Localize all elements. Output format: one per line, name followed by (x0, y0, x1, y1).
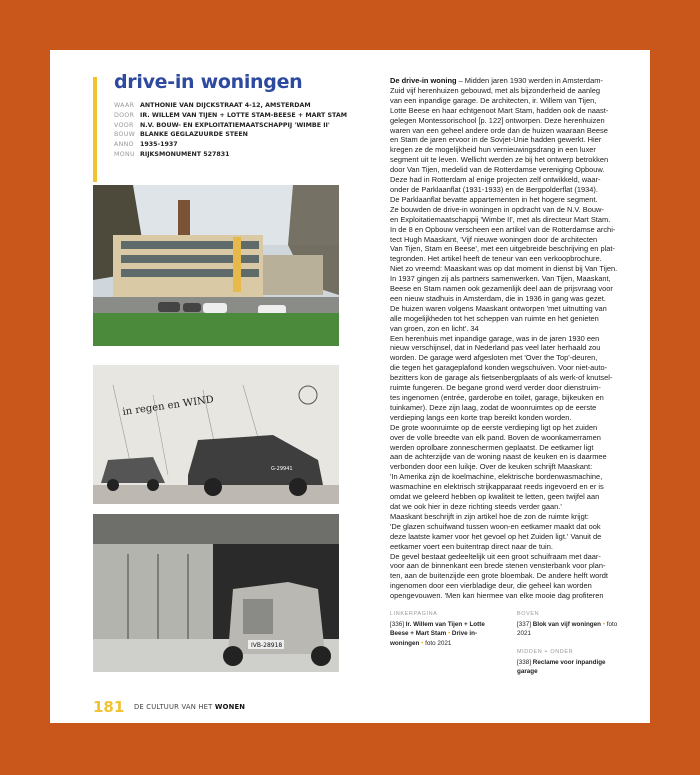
text-line (390, 185, 640, 195)
line-text: kregen ze de mogelijkheid hun vernieuwingsdrang in een luxer (390, 145, 596, 155)
line-text: ten, aan de buitenzijde een grote bloembak. De andere helft wordt (390, 571, 608, 581)
text-line (390, 165, 640, 175)
metadata-key: ANNO (114, 141, 134, 149)
caption-heading: LINKERPAGINA (390, 611, 438, 617)
photo-advertisement-rain (93, 365, 339, 504)
text-line (390, 96, 640, 106)
separator-dot: • (447, 630, 451, 637)
line-text: 'In Amerika zijn de koelmachine, elektrische bordenwasmachine, (390, 472, 603, 482)
line-text: Een herenhuis met inpandige garage, was in de jaren 1930 een (390, 333, 600, 343)
line-text: tegronden. Het artikel heeft de teneur van een verkoopbrochure. (390, 254, 602, 264)
line-text: De gevel bestaat gedeeltelijk uit een groot schuifraam met daar- (390, 551, 601, 561)
line-text: opengevouwen. 'Men kan hiermee van elke mooie dag profiteren (390, 591, 604, 601)
text-line (390, 403, 640, 413)
caption-text: Drive in-woningen (390, 630, 478, 647)
line-text: De huizen waren volgens Maaskant ontworpen 'met uitnutting van (390, 303, 607, 313)
line-text: In 1937 gingen zij als partners samenwerken. Van Tijen, Maaskant, (390, 274, 611, 284)
runner-text: DE CULTUUR VAN HET (134, 703, 213, 711)
line-text: De Parklaanflat bevatte appartementen in het hogere segment. (390, 194, 598, 204)
line-text: en Stam de jaren ervoor in de Sovjet-Unie hadden gewerkt. Hier (390, 135, 602, 145)
text-line (390, 235, 640, 245)
metadata-value: IR. WILLEM VAN TIJEN + LOTTE STAM-BEESE + MART STAM (140, 111, 347, 119)
metadata-value: BLANKE GEGLAZUURDE STEEN (140, 131, 248, 139)
caption-heading: MIDDEN + ONDER (517, 649, 574, 655)
metadata-value: 1935-1937 (140, 141, 178, 149)
book-page (50, 50, 650, 723)
text-line (390, 532, 640, 542)
caption-text: Reclame voor inpandige garage (517, 658, 606, 675)
text-line (390, 155, 640, 165)
line-text: aan de achterzijde van de woning naast de keuken en is daarmee (390, 452, 607, 462)
metadata-key: VOOR (114, 121, 134, 129)
text-line (390, 126, 640, 136)
line-text: deze laatste kamer voor het gevoel op het Zuiden ligt.' Vanuit de (390, 531, 602, 541)
text-line (390, 215, 640, 225)
metadata-row (114, 101, 347, 111)
line-text: Ze bouwden de drive-in woningen in opdracht van de N.V. Bouw- (390, 204, 604, 214)
text-line (390, 571, 640, 581)
text-line (390, 294, 640, 304)
caption-text: foto 2021 (425, 639, 452, 647)
text-line (390, 225, 640, 235)
line-text: tect Hugh Maaskant, 'Vijf nieuwe woningen door de architecten (390, 234, 598, 244)
line-text: eetkamer voert een buitentrap direct naar de tuin. (390, 541, 553, 551)
text-line (390, 482, 640, 492)
line-text: van groen, zon en licht'. 34 (390, 323, 479, 333)
body-text (390, 76, 640, 601)
accent-bar (93, 77, 97, 182)
text-line (390, 591, 640, 601)
caption-text: Ir. Willem van Tijen + Lotte Beese + Mart Stam (390, 620, 485, 637)
text-line (390, 452, 640, 462)
text-line (390, 343, 640, 353)
line-text: gelegen Montessorischool [p. 122] ontworpen. Deze herenhuizen (390, 115, 605, 125)
line-text: De grote woonruimte op de eerste verdieping ligt op het zuiden (390, 422, 598, 432)
separator-dot: • (602, 620, 605, 628)
text-line (390, 244, 640, 254)
line-text: en Exploitatiemaatschappij 'Wimbe II', met als directeur Mart Stam. (390, 214, 611, 224)
line-text: Zuid vijf herenhuizen gebouwd, met als bijzonderheid de aanleg (390, 85, 601, 95)
text-line (390, 472, 640, 482)
line-text: Beese en Stam namen ook gezamenlijk deel aan de prijsvraag voor (390, 284, 613, 294)
text-line (390, 264, 640, 274)
text-line (390, 552, 640, 562)
text-line (390, 205, 640, 215)
line-text: – Midden jaren 1930 werden in Amsterdam- (456, 76, 603, 85)
page-number: 181 (93, 698, 125, 716)
caption-left-page (390, 610, 502, 648)
line-text: In de 8 en Opbouw verscheen een artikel van de Rotterdamse archi- (390, 224, 616, 234)
line-text: Van Tijen, Stam en Beese', met een uitgebreide beschrijving en plat- (390, 244, 615, 254)
text-line (390, 462, 640, 472)
metadata-value: N.V. BOUW- EN EXPLOITATIEMAATSCHAPPIJ 'WIMBE II' (140, 121, 330, 129)
text-line (390, 423, 640, 433)
lead-in: De drive-in woning (390, 76, 457, 85)
metadata-row (114, 111, 347, 121)
line-text: segment uit te leven. Wellicht werden ze bij het ontwerp betrokken (390, 155, 609, 165)
text-line (390, 334, 640, 344)
metadata-row (114, 150, 347, 160)
metadata-value: ANTHONIE VAN DIJCKSTRAAT 4-12, AMSTERDAM (140, 102, 311, 109)
line-text: nieuw verschijnsel, dat in Nederland pas veel later herhaald zou (390, 343, 601, 353)
caption-number: [336] (390, 620, 405, 628)
line-text: over de volle breedte van elk pand. Boven de woonkamerramen (390, 432, 601, 442)
line-text: Deze had in Rotterdam al enige projecten zelf ontwikkeld, waar- (390, 175, 601, 185)
metadata-key: MONU (114, 150, 135, 158)
license-plate: IVB-28918 (251, 642, 283, 649)
text-line (390, 304, 640, 314)
text-line (390, 561, 640, 571)
text-line (390, 581, 640, 591)
line-text: die tegen het garageplafond konden wegschuiven. Voor niet-auto- (390, 363, 608, 373)
separator-dot: • (421, 639, 424, 647)
text-line (390, 274, 640, 284)
metadata-row (114, 130, 347, 140)
text-line (390, 324, 640, 334)
text-line (390, 492, 640, 502)
line-text: Niet zo vreemd: Maaskant was op dat moment in dienst bij Van Tijen. (390, 264, 618, 274)
line-text: dat we ook hier in deze richting steeds verder gaan.' (390, 501, 562, 511)
line-text: tuinkamer). Deze zijn laag, zodat de woonruimtes op de eerste (390, 402, 597, 412)
caption-text: Blok van vijf woningen (532, 620, 601, 628)
license-plate: G-29941 (271, 466, 293, 472)
text-line (390, 502, 640, 512)
line-text: wasmachine en elektrisch strijkapparaat reeds ingevoerd en er is (390, 482, 604, 492)
text-line (390, 413, 640, 423)
line-text: bezitters kon de garage als fietsenbergplaats of als werk-of knutsel- (390, 373, 613, 383)
running-footer (134, 703, 245, 711)
line-text: Maaskant beschrijft in zijn artikel hoe de zon de ruimte krijgt: (390, 511, 589, 521)
caption-number: [337] (517, 620, 532, 628)
line-text: worden. De garage werd afgesloten met 'Over the Top'-deuren, (390, 353, 598, 363)
text-line (390, 284, 640, 294)
text-line (390, 512, 640, 522)
line-text: werden oprolbare zonneschermen geplaatst. De eetkamer ligt (390, 442, 594, 452)
line-text: van een inpandige garage. De architecten, ir. Willem van Tijen, (390, 95, 597, 105)
line-text: Lotte Beese en haar echtgenoot Mart Stam, hadden ook de naast- (390, 105, 609, 115)
page-title: drive-in woningen (114, 71, 303, 93)
metadata-key: BOUW (114, 131, 136, 139)
line-text: een nieuw stadhuis in Amsterdam, die in 1936 in gang was gezet. (390, 293, 606, 303)
text-line (390, 135, 640, 145)
text-line (390, 363, 640, 373)
metadata-list (114, 101, 347, 160)
line-text: onder de Parklaanflat (1931-1933) en de Bergpolderflat (1934). (390, 184, 598, 194)
metadata-key: WAAR (114, 102, 135, 109)
metadata-row (114, 140, 347, 150)
text-line (390, 522, 640, 532)
text-line (390, 314, 640, 324)
metadata-value: RIJKSMONUMENT 527831 (140, 150, 230, 158)
text-line (390, 393, 640, 403)
text-line (390, 373, 640, 383)
text-line (390, 433, 640, 443)
line-text: door Van Tijen, medelid van de Rotterdamse vereniging Opbouw. (390, 165, 605, 175)
caption-text: foto 2021 (517, 620, 618, 637)
ad-text: in regen en WIND (121, 394, 215, 418)
text-line (390, 443, 640, 453)
text-line (390, 254, 640, 264)
text-line (390, 353, 640, 363)
line-text: verdieping langs een korte trap bereikt konden worden. (390, 412, 572, 422)
line-text: omdat we geleerd hebben op kwaliteit te letten, geen twijfel aan (390, 492, 600, 502)
line-text: voor aan de binnenkant een brede stenen vensterbank voor plan- (390, 561, 606, 571)
line-text: ingenomen door een vierbladige deur, die geheel kan worden (390, 581, 592, 591)
metadata-row (114, 121, 347, 131)
caption-middle-bottom (517, 648, 622, 677)
caption-heading: BOVEN (517, 611, 540, 617)
line-text: waren van een geheel andere orde dan de huizen waaraan Beese (390, 125, 608, 135)
text-line (390, 195, 640, 205)
text-line (390, 116, 640, 126)
text-line (390, 106, 640, 116)
caption-number: [338] (517, 658, 532, 666)
text-line (390, 76, 640, 86)
text-line (390, 542, 640, 552)
caption-top (517, 610, 622, 639)
line-text: alle mogelijkheden tot het scheppen van ruimte en het genieten (390, 313, 599, 323)
line-text: verbonden door een luikje. Over de keuken schrijft Maaskant: (390, 462, 593, 472)
line-text: ruimte fungeren. De begane grond werd verder door dienstruim- (390, 383, 601, 393)
text-line (390, 86, 640, 96)
text-line (390, 145, 640, 155)
photo-garage-car (93, 514, 339, 672)
metadata-key: DOOR (114, 111, 135, 119)
runner-text-bold: WONEN (214, 703, 246, 711)
text-line (390, 175, 640, 185)
line-text: 'De glazen schuifwand tussen woon-en eetkamer maakt dat ook (390, 521, 601, 531)
text-line (390, 383, 640, 393)
line-text: tes ingenomen (entrée, garderobe en toilet, garage, bijkeuken en (390, 393, 604, 402)
photo-building-block (93, 185, 339, 346)
